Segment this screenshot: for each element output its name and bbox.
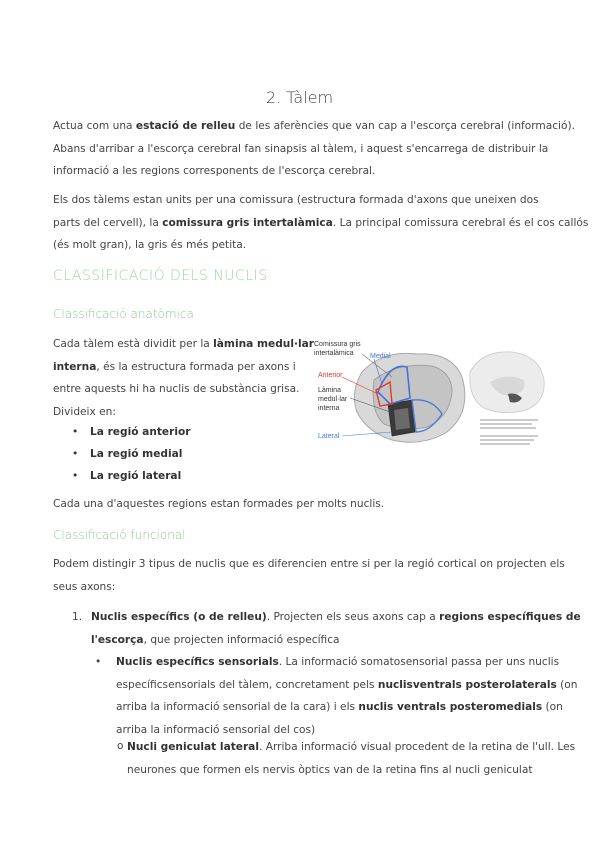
thalamus-figure	[312, 332, 548, 462]
commissure-paragraph	[53, 189, 589, 257]
func-intro-line-2: seus axons:	[53, 580, 116, 593]
anat-line-4: Divideix en:	[53, 405, 116, 418]
para2-line-3: (és molt gran), la gris és més petita.	[53, 239, 247, 251]
sub-bullet-icon: o	[117, 740, 124, 752]
subheading-functional: Classificació funcional	[53, 528, 186, 542]
anat-line-1: Cada tàlem està dividit per la làmina medul·lar	[53, 338, 314, 350]
bullet-icon: •	[72, 448, 79, 460]
o-line-2: neurones que formen els nervis òptics van de la retina fins al nucli geniculat	[127, 763, 533, 776]
label-lamina: Làmina	[318, 387, 341, 394]
intro-line-3: informació a les regions corresponents de l'escorça cerebral.	[53, 165, 376, 177]
label-medial: Medial	[370, 353, 391, 360]
sub-line-1: Nuclis específics sensorials. La informació somatosensorial passa per uns nuclis	[116, 656, 560, 668]
intro-paragraph	[53, 115, 575, 183]
section-heading-classification: CLASSIFICACIÓ DELS NUCLIS	[53, 268, 268, 284]
page-title: 2. Tàlem	[265, 88, 334, 107]
o-line-1: Nucli geniculat lateral. Arriba informació visual procedent de la retina de l'ull. Les	[127, 741, 576, 753]
list-item: • La regió anterior	[72, 421, 312, 443]
label-anterior: Anterior	[318, 372, 343, 379]
emphasis-relay-station: estació de relleu	[135, 120, 236, 132]
anat-line-2: interna, és la estructura formada per axons i	[53, 360, 296, 373]
emphasis-interna: interna	[53, 360, 97, 373]
intro-line-2: Abans d'arribar a l'escorça cerebral fan sinapsis al tàlem, i aquest s'encarrega de distribuir la	[53, 142, 549, 155]
list-number-1: 1.	[72, 611, 83, 623]
thalamus-illustration	[312, 332, 548, 462]
anatomical-paragraph	[53, 333, 314, 423]
functional-subsubitem	[127, 736, 576, 781]
bullet-icon: •	[72, 470, 79, 482]
label-lateral: Lateral	[318, 433, 340, 440]
subheading-anatomical: Classificació anatòmica	[53, 307, 194, 321]
label-lamina-3: interna	[318, 405, 340, 412]
label-lamina-2: medul·lar	[318, 396, 348, 403]
sub-line-4: arriba la informació sensorial del cos)	[116, 723, 316, 736]
list-item: • La regió medial	[72, 443, 312, 465]
item1-line-2: l'escorça, que projecten informació específica	[91, 633, 340, 646]
functional-intro	[53, 553, 565, 598]
para2-line-1: Els dos tàlems estan units per una comissura (estructura formada d'axons que uneixen dos	[53, 194, 539, 206]
functional-item-1	[91, 606, 581, 651]
regions-note: Cada una d'aquestes regions estan formades per molts nuclis.	[53, 498, 385, 510]
label-commissure: Comissura gris	[314, 341, 361, 348]
emphasis-lamina: làmina medul·lar	[213, 338, 314, 350]
anat-line-3: entre aquests hi ha nuclis de substància grisa.	[53, 383, 300, 395]
sub-line-3: arriba la informació sensorial de la cara) i els nuclis ventrals posteromedials (on	[116, 701, 563, 713]
para2-line-2: parts del cervell), la comissura gris intertalàmica. La principal comissura cerebral és el cos callós	[53, 216, 589, 229]
sub-line-2: específicsensorials del tàlem, concretament pels nuclisventrals posterolaterals (on	[116, 678, 578, 691]
func-intro-line-1: Podem distingir 3 tipus de nuclis que es diferencien entre si per la regió cortical on projecten els	[53, 558, 565, 570]
region-list	[72, 421, 312, 487]
intro-line-1: Actua com una estació de relleu de les aferències que van cap a l'escorça cerebral (informació).	[53, 120, 575, 132]
bullet-icon: •	[95, 656, 102, 668]
emphasis-commissure: comissura gris intertalàmica	[162, 216, 333, 229]
list-item: • La regió lateral	[72, 465, 312, 487]
item1-line-1: Nuclis específics (o de relleu). Projecten els seus axons cap a regions específiques de	[91, 611, 581, 623]
label-commissure-2: intertalàmica	[314, 350, 354, 357]
functional-subitem	[116, 651, 578, 741]
bullet-icon: •	[72, 426, 79, 438]
